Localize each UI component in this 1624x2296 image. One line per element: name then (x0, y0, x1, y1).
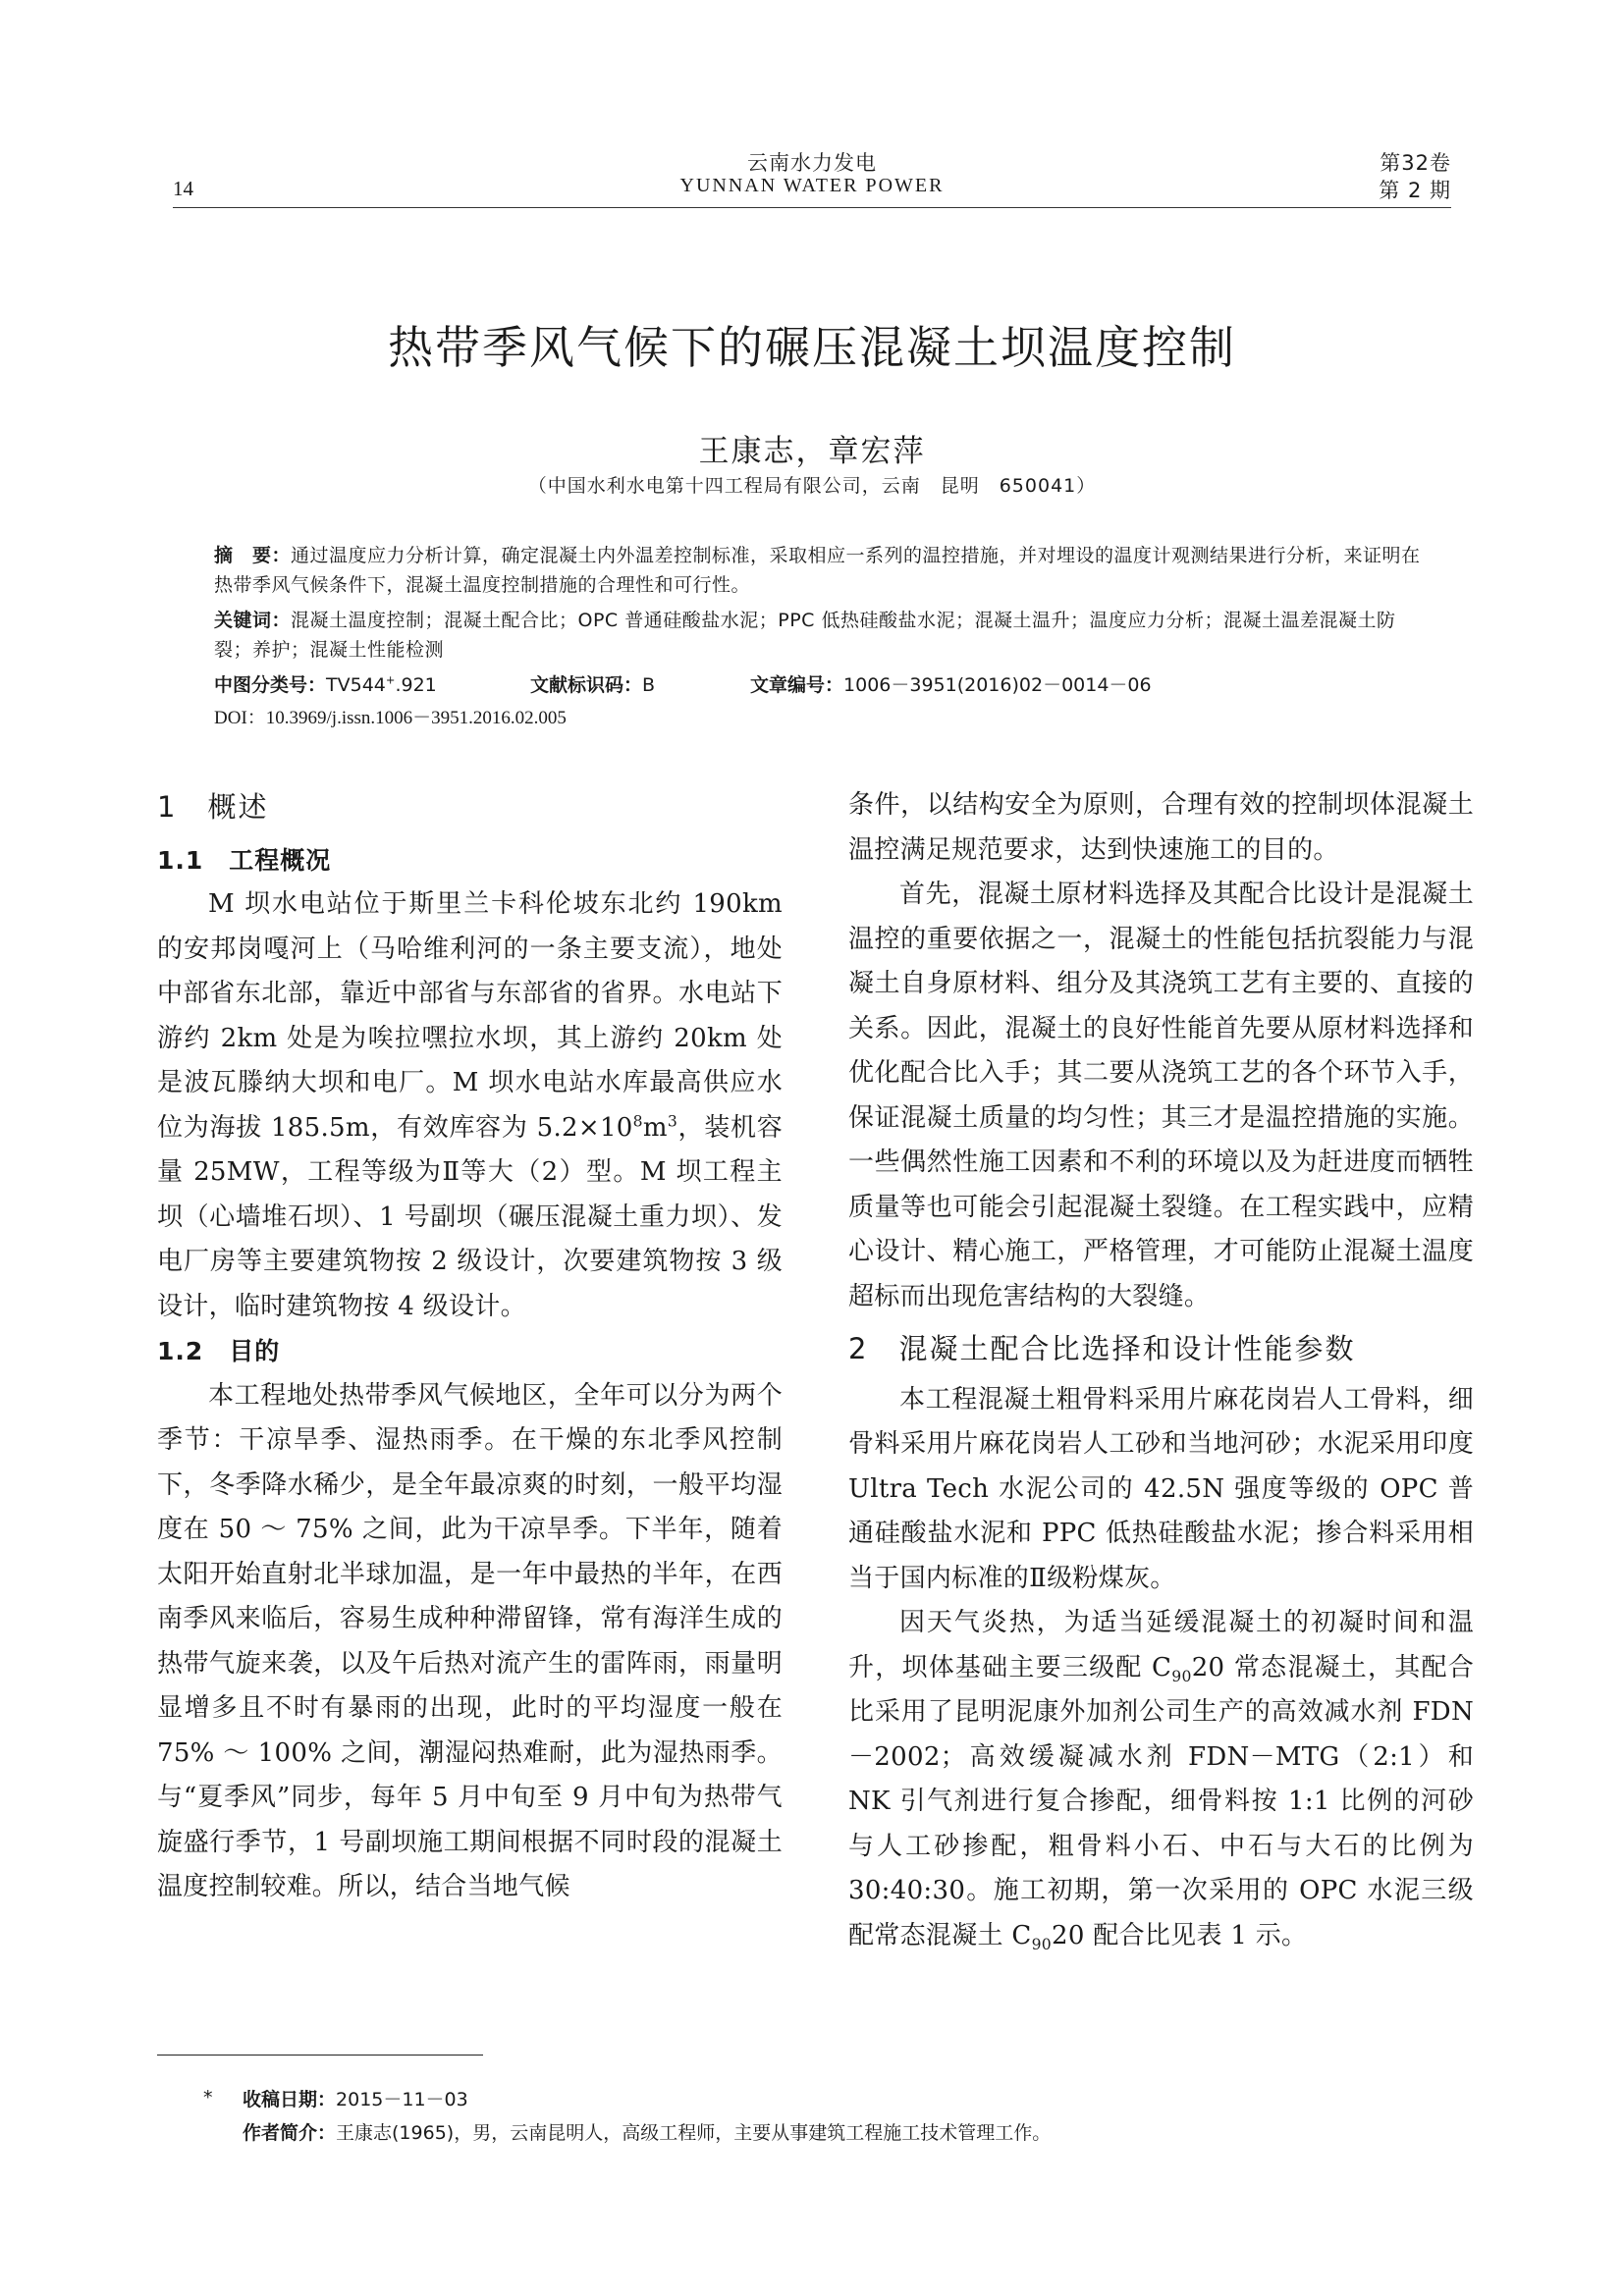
volume-label: 第32卷 (1380, 151, 1451, 175)
section-2-paragraph-1: 本工程混凝土粗骨料采用片麻花岗岩人工骨料，细骨料采用片麻花岗岩人工砂和当地河砂；水泥采用印度 Ultra Tech 水泥公司的 42.5N 强度等级的 OPC 普通硅酸盐水泥和 PPC 低热硅酸盐水泥；掺合料采用相当于国内标准的Ⅱ级粉煤灰。 (848, 1384, 1474, 1593)
issue-label: 第 2 期 (1379, 179, 1451, 202)
journal-name-cn: 云南水力发电 (747, 151, 877, 175)
section-1-heading: 1 概述 (157, 790, 269, 824)
header-rule (173, 207, 1451, 208)
keywords (214, 606, 1432, 665)
keywords-text: 混凝土温度控制；混凝土配合比；OPC 普通硅酸盐水泥；PPC 低热硅酸盐水泥；混凝土温升；温度应力分析；混凝土温差混凝土防裂；养护；混凝土性能检测 (214, 610, 1396, 661)
clc-number: 中图分类号：TV544+.921 (214, 672, 437, 696)
footnote-marker: * (203, 2087, 213, 2109)
author-affiliation: （中国水利水电第十四工程局有限公司，云南 昆明 650041） (527, 475, 1097, 497)
section-1-2-paragraph: 本工程地处热带季风气候地区，全年可以分为两个季节：干凉旱季、湿热雨季。在干燥的东北季风控制下，冬季降水稀少，是全年最凉爽的时刻，一般平均湿度在 50 ～ 75% 之间，此为干凉旱季。下半年，随着太阳开始直射北半球加温，是一年中最热的半年，在西南季风来临后，容易生成种种滞留锋，常有海洋生成的热带气旋来袭，以及午后热对流产生的雷阵雨，雨量明显增多且不时有暴雨的出现，此时的平均湿度一般在 75% ～ 100% 之间，潮湿闷热难耐，此为湿热雨季。与“夏季风”同步，每年 5 月中旬至 9 月中旬为热带气旋盛行季节，1 号副坝施工期间根据不同时段的混凝土温度控制较难。所以，结合当地气候 (157, 1380, 783, 1901)
journal-name-en: YUNNAN WATER POWER (679, 175, 945, 196)
section-1-1-paragraph: M 坝水电站位于斯里兰卡科伦坡东北约 190km 的安邦岗嘎河上（马哈维利河的一条主要支流），地处中部省东北部，靠近中部省与东部省的省界。水电站下游约 2km 处是为唉拉嘿拉水坝，其上游约 20km 处是波瓦滕纳大坝和电厂。M 坝水电站水库最高供应水位为海拔 185.5m，有效库容为 $5.2\times 10^8m^3$，装机容量 25MW，工程等级为Ⅱ等大（2）型。M 坝工程主坝（心墙堆石坝）、1 号副坝（碾压混凝土重力坝）、发电厂房等主要建筑物按 2 级设计，次要建筑物按 3 级设计，临时建筑物按 4 级设计。 (157, 889, 783, 1321)
page-number: 14 (173, 177, 193, 200)
paper-title: 热带季风气候下的碾压混凝土坝温度控制 (388, 321, 1236, 374)
footnote-rule (157, 2055, 483, 2056)
keywords-label: 关键词： (214, 610, 292, 631)
abstract-label: 摘 要： (214, 545, 292, 566)
document-code: 文献标识码：B (530, 674, 656, 696)
doi: DOI：10.3969/j.issn.1006－3951.2016.02.005 (214, 708, 567, 728)
paper-authors: 王康志，章宏萍 (698, 434, 926, 469)
received-date: 收稿日期：2015－11－03 (243, 2089, 468, 2110)
materials-paragraph: 首先，混凝土原材料选择及其配合比设计是混凝土温控的重要依据之一，混凝土的性能包括抗裂能力与混凝土自身原材料、组分及其浇筑工艺有主要的、直接的关系。因此，混凝土的良好性能首先要从原材料选择和优化配合比入手；其二要从浇筑工艺的各个环节入手，保证混凝土质量的均匀性；其三才是温控措施的实施。一些偶然性施工因素和不利的环境以及为赶进度而牺牲质量等也可能会引起混凝土裂缝。在工程实践中，应精心设计、精心施工，严格管理，才可能防止混凝土温度超标而出现危害结构的大裂缝。 (848, 880, 1474, 1311)
section-1-2-heading: 1.2 目的 (157, 1337, 281, 1365)
section-2-paragraph-2: 因天气炎热，为适当延缓混凝土的初凝时间和温升，坝体基础主要三级配 $C_{90}20$ 常态混凝土，其配合比采用了昆明泥康外加剂公司生产的高效减水剂 FDN－2002；高效缓凝减水剂 FDN－MTG（2:1）和 NK 引气剂进行复合掺配，细骨料按 1:1 比例的河砂与人工砂掺配，粗骨料小石、中石与大石的比例为 30:40:30。施工初期，第一次采用的 OPC 水泥三级配常态混凝土 $C_{90}20$ 配合比见表 1 示。 (848, 1608, 1475, 1953)
section-1-1-heading: 1.1 工程概况 (157, 845, 332, 875)
abstract (214, 541, 1432, 600)
right-column (848, 783, 1474, 1958)
section-2-heading: 2 混凝土配合比选择和设计性能参数 (848, 1332, 1356, 1365)
article-number: 文章编号：1006－3951(2016)02－0014－06 (750, 674, 1152, 696)
abstract-text: 通过温度应力分析计算，确定混凝土内外温差控制标准，采取相应一系列的温控措施，并对埋设的温度计观测结果进行分析，来证明在热带季风气候条件下，混凝土温度控制措施的合理性和可行性。 (214, 545, 1421, 596)
continued-paragraph: 条件，以结构安全为原则，合理有效的控制坝体混凝土温控满足规范要求，达到快速施工的目的。 (848, 790, 1474, 865)
author-bio: 作者简介：王康志(1965)，男，云南昆明人，高级工程师，主要从事建筑工程施工技术管理工作。 (243, 2122, 1052, 2144)
left-column (157, 785, 783, 1910)
